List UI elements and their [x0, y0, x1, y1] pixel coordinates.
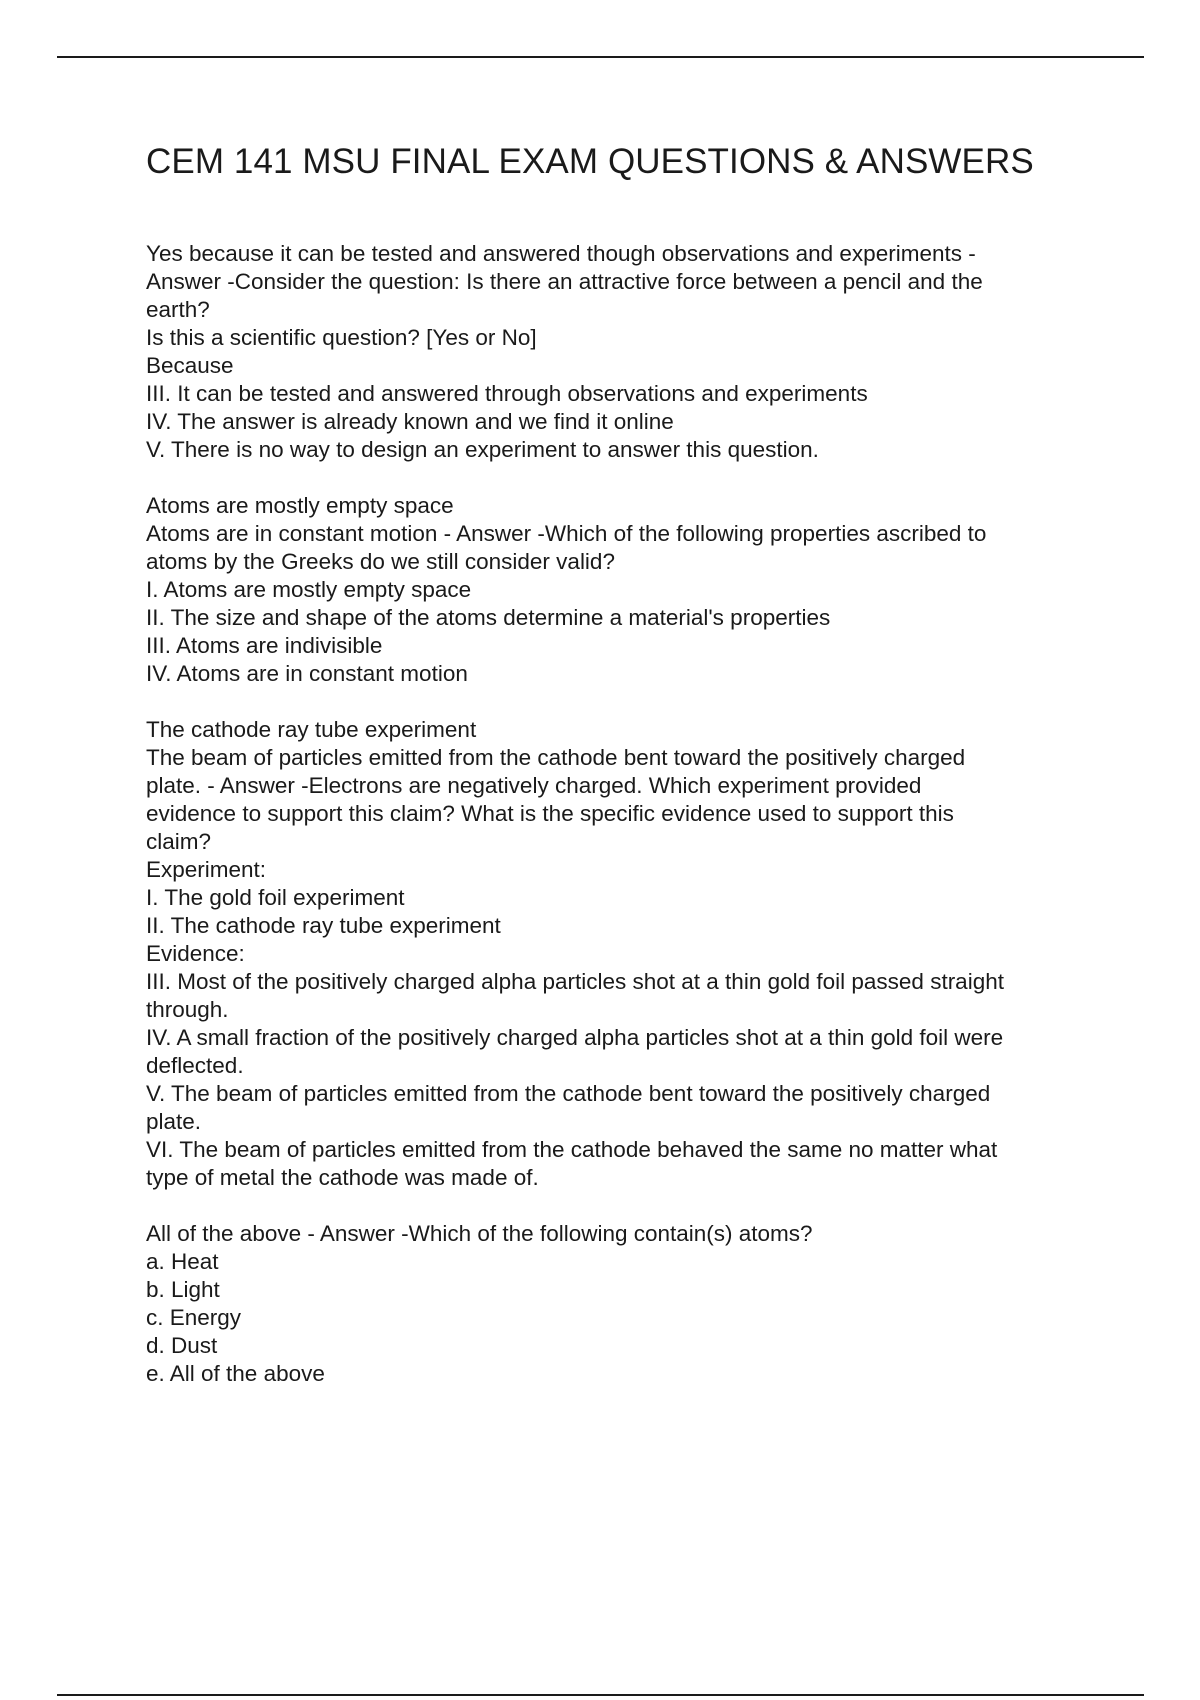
text-line: The cathode ray tube experiment	[146, 717, 477, 742]
text-line: type of metal the cathode was made of.	[146, 1165, 539, 1190]
text-line: The beam of particles emitted from the cathode bent toward the positively charged	[146, 745, 966, 770]
text-line: IV. A small fraction of the positively charged alpha particles shot at a thin gold foil were	[146, 1025, 1004, 1050]
text-line: All of the above - Answer -Which of the following contain(s) atoms?	[146, 1221, 813, 1246]
text-line: earth?	[146, 297, 210, 322]
text-line: deflected.	[146, 1053, 244, 1078]
qa-block-3	[146, 716, 1086, 1192]
text-line: Experiment:	[146, 857, 267, 882]
text-line: Because	[146, 353, 234, 378]
text-line: I. The gold foil experiment	[146, 885, 405, 910]
text-line: Yes because it can be tested and answered though observations and experiments -	[146, 241, 976, 266]
text-line: I. Atoms are mostly empty space	[146, 577, 472, 602]
text-line: through.	[146, 997, 229, 1022]
text-line: evidence to support this claim? What is the specific evidence used to support this	[146, 801, 954, 826]
text-line: III. It can be tested and answered through observations and experiments	[146, 381, 868, 406]
top-rule	[57, 56, 1144, 58]
text-line: plate.	[146, 1109, 202, 1134]
qa-block-2	[146, 492, 1086, 688]
text-line: Evidence:	[146, 941, 245, 966]
text-line: e. All of the above	[146, 1361, 325, 1386]
qa-block-4	[146, 1220, 1086, 1388]
text-line: Answer -Consider the question: Is there an attractive force between a pencil and the	[146, 269, 983, 294]
text-line: VI. The beam of particles emitted from the cathode behaved the same no matter what	[146, 1137, 998, 1162]
text-line: Atoms are mostly empty space	[146, 493, 454, 518]
bottom-rule	[57, 1694, 1144, 1696]
text-line: IV. The answer is already known and we find it online	[146, 409, 674, 434]
qa-block-1	[146, 240, 1086, 464]
text-line: b. Light	[146, 1277, 220, 1302]
text-line: III. Most of the positively charged alpha particles shot at a thin gold foil passed straight	[146, 969, 1004, 994]
document-title: CEM 141 MSU FINAL EXAM QUESTIONS & ANSWERS	[146, 142, 1034, 181]
document-body	[146, 142, 1086, 1416]
text-line: IV. Atoms are in constant motion	[146, 661, 468, 686]
text-line: a. Heat	[146, 1249, 219, 1274]
text-line: II. The cathode ray tube experiment	[146, 913, 501, 938]
text-line: Is this a scientific question? [Yes or No]	[146, 325, 537, 350]
text-line: d. Dust	[146, 1333, 218, 1358]
text-line: Atoms are in constant motion - Answer -Which of the following properties ascribed to	[146, 521, 987, 546]
text-line: V. The beam of particles emitted from the cathode bent toward the positively charged	[146, 1081, 991, 1106]
text-line: V. There is no way to design an experiment to answer this question.	[146, 437, 819, 462]
text-line: III. Atoms are indivisible	[146, 633, 383, 658]
text-line: atoms by the Greeks do we still consider valid?	[146, 549, 615, 574]
text-line: c. Energy	[146, 1305, 242, 1330]
text-line: II. The size and shape of the atoms determine a material's properties	[146, 605, 831, 630]
text-line: claim?	[146, 829, 212, 854]
text-line: plate. - Answer -Electrons are negatively charged. Which experiment provided	[146, 773, 922, 798]
